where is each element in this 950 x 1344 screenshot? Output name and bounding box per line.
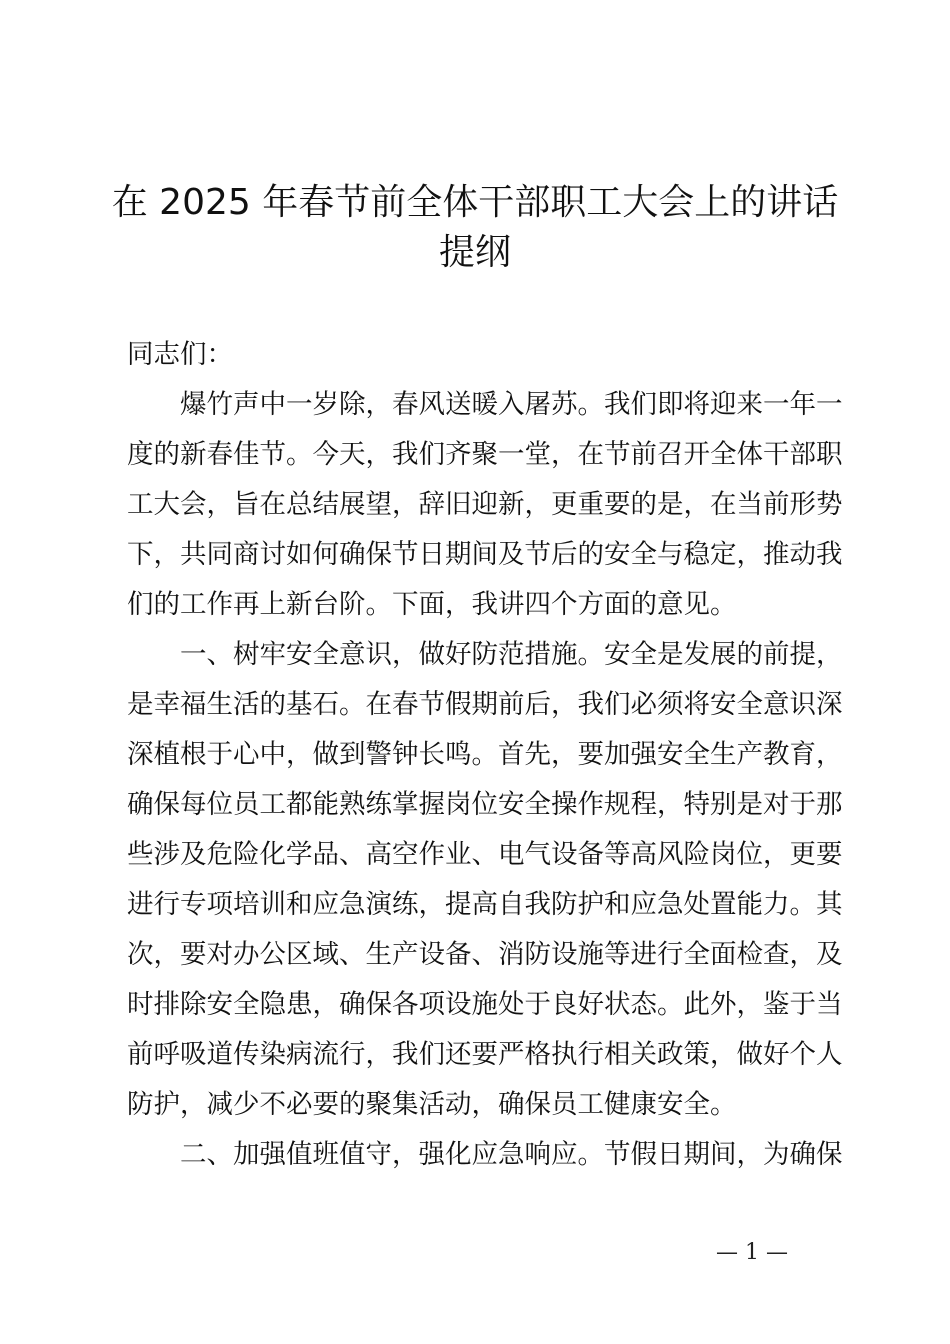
document-title-line-1: 在 2025 年春节前全体干部职工大会上的讲话: [111, 182, 839, 223]
paragraph-2-line-5: 些涉及危险化学品、高空作业、电气设备等高风险岗位，更要: [127, 839, 843, 870]
salutation: 同志们：: [127, 339, 233, 370]
paragraph-1-line-2: 度的新春佳节。今天，我们齐聚一堂，在节前召开全体干部职: [127, 439, 843, 470]
paragraph-1-line-3: 工大会，旨在总结展望，辞旧迎新，更重要的是，在当前形势: [127, 489, 843, 520]
document-title-line-2: 提纲: [438, 232, 511, 273]
paragraph-2-line-8: 时排除安全隐患，确保各项设施处于良好状态。此外，鉴于当: [127, 989, 843, 1020]
paragraph-1-line-1: 爆竹声中一岁除，春风送暖入屠苏。我们即将迎来一年一: [180, 389, 843, 420]
paragraph-2-line-6: 进行专项培训和应急演练，提高自我防护和应急处置能力。其: [127, 889, 843, 920]
paragraph-2-line-9: 前呼吸道传染病流行，我们还要严格执行相关政策，做好个人: [127, 1039, 843, 1070]
paragraph-2-line-1: 一、树牢安全意识，做好防范措施。安全是发展的前提，: [180, 639, 843, 670]
paragraph-3-line-1: 二、加强值班值守，强化应急响应。节假日期间，为确保: [180, 1139, 843, 1170]
paragraph-1-line-4: 下，共同商讨如何确保节日期间及节后的安全与稳定，推动我: [127, 539, 843, 570]
paragraph-2-line-10: 防护，减少不必要的聚集活动，确保员工健康安全。: [127, 1089, 737, 1120]
paragraph-1-line-5: 们的工作再上新台阶。下面，我讲四个方面的意见。: [127, 589, 737, 620]
paragraph-2-line-4: 确保每位员工都能熟练掌握岗位安全操作规程，特别是对于那: [127, 789, 843, 820]
paragraph-2-line-7: 次，要对办公区域、生产设备、消防设施等进行全面检查，及: [127, 939, 843, 970]
page-number: — 1 —: [716, 1240, 788, 1265]
paragraph-2-line-3: 深植根于心中，做到警钟长鸣。首先，要加强安全生产教育，: [127, 739, 843, 770]
paragraph-2-line-2: 是幸福生活的基石。在春节假期前后，我们必须将安全意识深: [127, 689, 843, 720]
